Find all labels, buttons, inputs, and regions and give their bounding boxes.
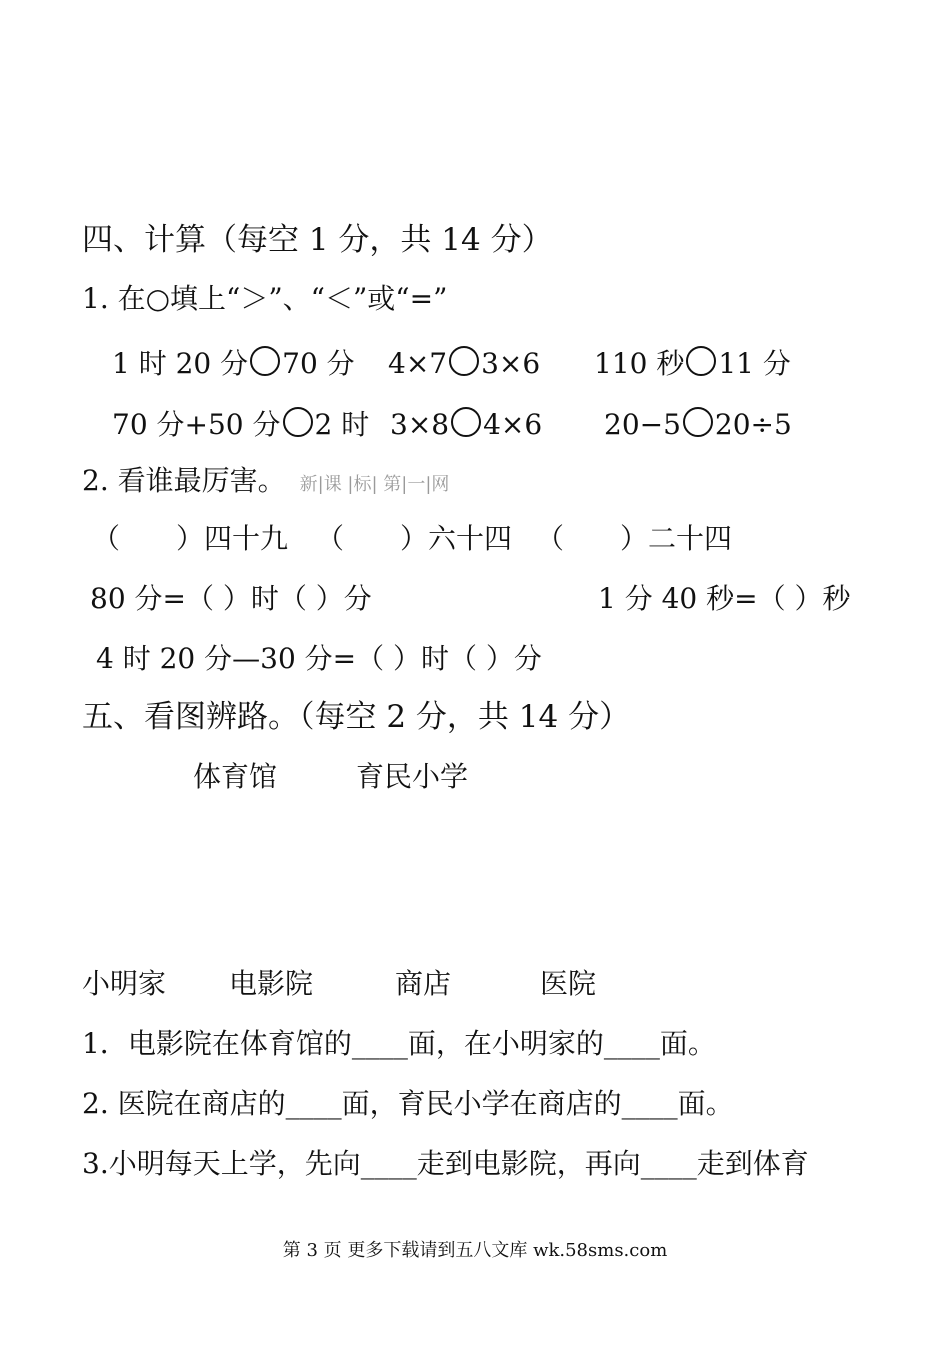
number-row <box>0 522 950 561</box>
compare-circle[interactable] <box>250 346 280 376</box>
section-4-title: 四、计算（每空 1 分，共 14 分） <box>82 222 553 258</box>
compare-item <box>390 407 542 439</box>
place-label: 小明家 <box>82 967 167 1000</box>
compare-circle[interactable] <box>283 407 313 437</box>
compare-left: 110 秒 <box>594 347 685 380</box>
map-bottom-places <box>0 967 950 1006</box>
conversion-row-1 <box>0 582 950 621</box>
compare-item <box>604 407 792 439</box>
compare-right: 4×6 <box>483 408 543 441</box>
compare-right: 11 分 <box>718 347 791 380</box>
compare-circle[interactable] <box>449 346 479 376</box>
compare-item <box>594 346 791 378</box>
compare-row-2 <box>0 407 950 447</box>
map-top-places <box>0 760 950 799</box>
compare-left: 70 分+50 分 <box>112 408 281 441</box>
number-blank: （ ）四十九 <box>92 522 289 555</box>
section-5-question-2: 2. 医院在商店的____面，育民小学在商店的____面。 <box>82 1087 734 1120</box>
compare-item <box>112 346 355 378</box>
compare-right: 70 分 <box>282 347 355 380</box>
compare-left: 1 时 20 分 <box>112 347 249 380</box>
compare-item <box>388 346 540 378</box>
watermark-text: 新|课 |标| 第|一|网 <box>299 474 450 495</box>
compare-right: 20÷5 <box>714 408 792 441</box>
question-2-prompt: 2. 看谁最厉害。 <box>82 464 286 497</box>
compare-right: 3×6 <box>481 347 541 380</box>
number-blank: （ ）六十四 <box>316 522 513 555</box>
conversion-item: 80 分=（ ）时（ ）分 <box>90 582 372 615</box>
page-footer: 第 3 页 更多下载请到五八文库 wk.58sms.com <box>282 1240 668 1261</box>
compare-circle[interactable] <box>686 346 716 376</box>
compare-left: 4×7 <box>388 347 448 380</box>
question-1-prompt: 1. 在○填上“＞”、“＜”或“=” <box>82 282 448 315</box>
compare-right: 2 时 <box>314 408 370 441</box>
compare-left: 3×8 <box>390 408 450 441</box>
compare-row-1 <box>0 346 950 386</box>
place-label: 电影院 <box>229 967 314 1000</box>
conversion-row-2: 4 时 20 分—30 分=（ ）时（ ）分 <box>96 642 542 675</box>
place-label: 商店 <box>395 967 452 1000</box>
section-5-question-1: 1．电影院在体育馆的____面，在小明家的____面。 <box>82 1027 716 1060</box>
number-blank: （ ）二十四 <box>536 522 733 555</box>
compare-circle[interactable] <box>683 407 713 437</box>
compare-left: 20−5 <box>604 408 681 441</box>
place-label: 医院 <box>540 967 597 1000</box>
section-5-question-3: 3.小明每天上学，先向____走到电影院，再向____走到体育 <box>82 1147 809 1180</box>
question-2-prompt-line <box>82 464 450 497</box>
compare-circle[interactable] <box>451 407 481 437</box>
place-label: 体育馆 <box>193 760 278 793</box>
compare-item <box>112 407 369 439</box>
place-label: 育民小学 <box>356 760 469 793</box>
conversion-item: 1 分 40 秒=（ ）秒 <box>598 582 851 615</box>
section-5-title: 五、看图辨路。（每空 2 分，共 14 分） <box>82 699 631 735</box>
